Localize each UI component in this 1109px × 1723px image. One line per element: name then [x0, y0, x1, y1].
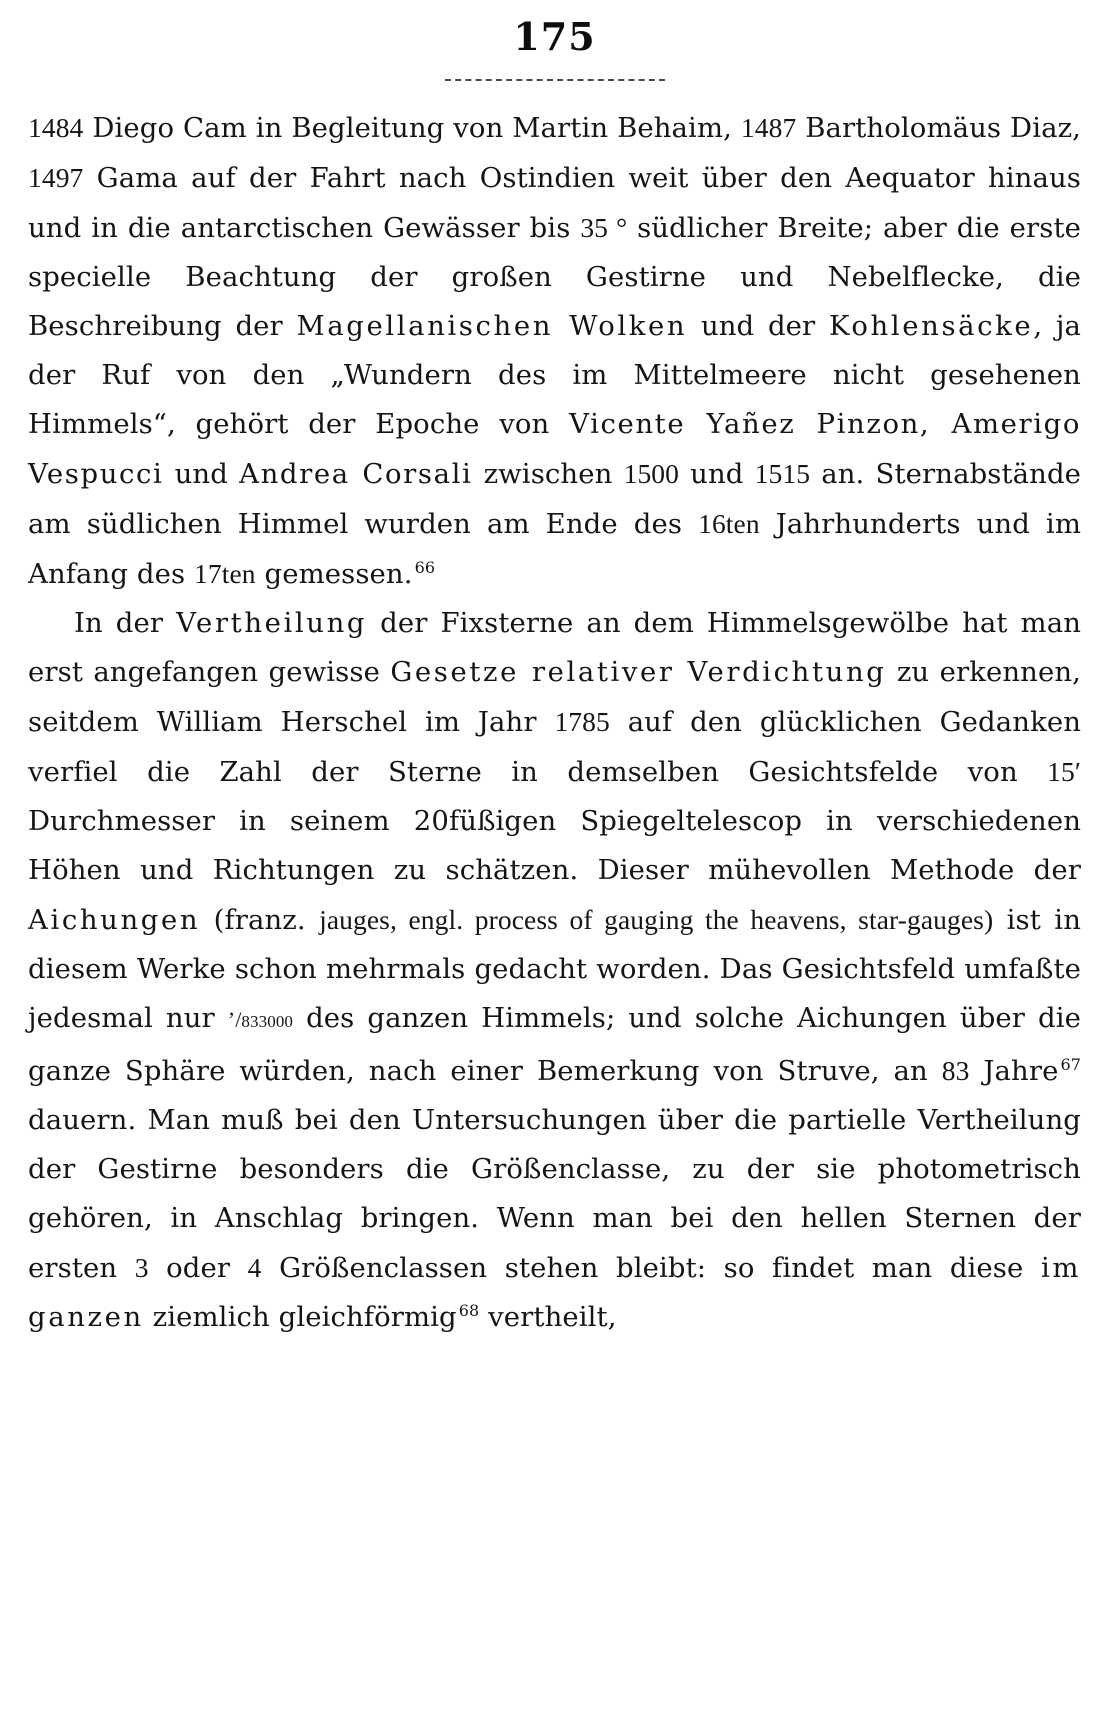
footnote-marker-66: 66 [414, 557, 436, 577]
body-text [28, 103, 1081, 1342]
fraction-833000: ’/833000 [227, 1007, 294, 1032]
paragraph-2: In der Vertheilung der Fixsterne an dem Himmelsgewölbe hat man erst angefangen gewisse Gesetze relativer Verdichtung zu erkennen, seitdem William Herschel im Jahr 1785 auf den glücklichen Gedanken verfiel die Zahl der Sterne in demselben Gesichtsfelde von 15′ Durchmesser in seinem 20füßigen Spiegeltelescop in verschiedenen Höhen und Richtungen zu schätzen. Dieser mühevollen Methode der Aichungen (franz. jauges, engl. process of gauging the heavens, star-gauges) ist in diesem Werke schon mehrmals gedacht worden. Das Gesichtsfeld umfaßte jedesmal nur ’/833000 des ganzen Himmels; und solche Aichungen über die ganze Sphäre würden, nach einer Bemerkung von Struve, an 83 Jahre $^{67}$ dauern. Man muß bei den Untersuchungen über die partielle Vertheilung der Gestirne besonders die Größenclasse, zu der sie photometrisch gehören, in Anschlag bringen. Wenn man bei den hellen Sternen der ersten 3 oder 4 Größenclassen stehen bleibt: so findet man diese im ganzen ziemlich gleichförmig $^{68}$ vertheilt, [28, 607, 1082, 1333]
footnote-marker-68: 68 [458, 1300, 480, 1320]
header-divider [0, 79, 1109, 81]
paragraph-1: 1484 Diego Cam in Begleitung von Martin Behaim, 1487 Bartholomäus Diaz, 1497 Gama auf der Fahrt nach Ostindien weit über den Aequator hinaus und in die antarctischen Gewässer bis 35 ° südlicher Breite; aber die erste specielle Beachtung der großen Gestirne und Nebelflecke, die Beschreibung der Magellanischen Wolken und der Kohlensäcke, ja der Ruf von den „Wundern des im Mittelmeere nicht gesehenen Himmels“, gehört der Epoche von Vicente Yañez Pinzon, Amerigo Vespucci und Andrea Corsali zwischen 1500 und 1515 an. Sternabstände am südlichen Himmel wurden am Ende des 16ten Jahrhunderts und im Anfang des 17ten gemessen. $^{66}$ [28, 112, 1082, 590]
document-page [0, 14, 1109, 1723]
footnote-marker-67: 67 [1060, 1054, 1082, 1074]
dashed-rule [445, 79, 665, 81]
page-number: 175 [513, 14, 596, 59]
